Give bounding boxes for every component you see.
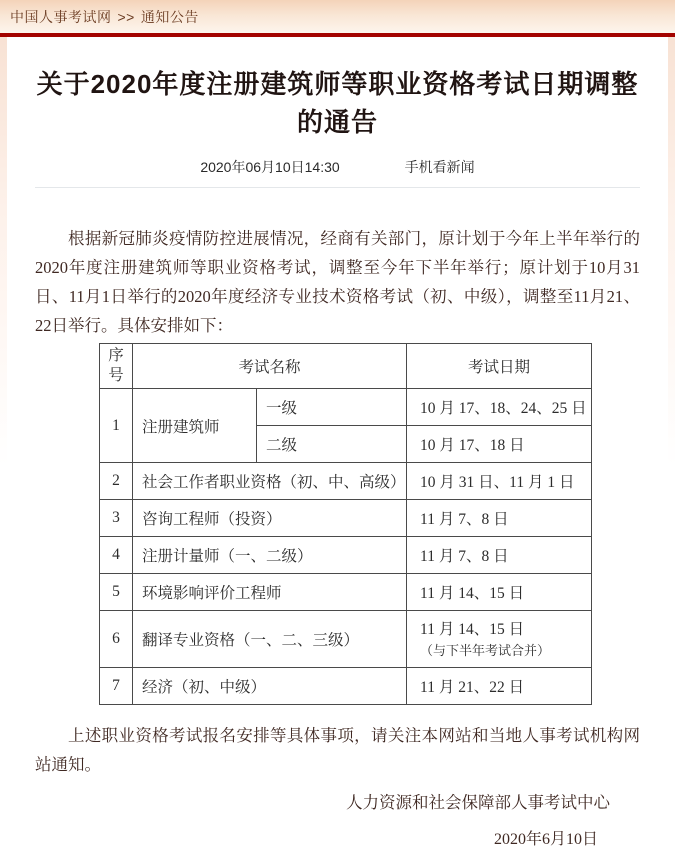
red-divider-line [0, 33, 675, 37]
table-row [100, 537, 592, 574]
breadcrumb [10, 7, 199, 27]
table-header-row [100, 344, 592, 389]
cell-exam-name: 翻译专业资格（一、二、三级） [133, 611, 407, 668]
table-row [100, 463, 592, 500]
cell-date: 11 月 14、15 日 [407, 574, 592, 611]
cell-exam-name: 社会工作者职业资格（初、中、高级） [133, 463, 407, 500]
cell-exam-name: 经济（初、中级） [133, 668, 407, 705]
signature-date: 2020年6月10日 [493, 831, 598, 848]
breadcrumb-separator: >> [117, 8, 135, 25]
table-row [100, 500, 592, 537]
table-row [100, 574, 592, 611]
exam-schedule-table [99, 343, 592, 705]
cell-no: 4 [100, 537, 133, 574]
breadcrumb-site-link[interactable]: 中国人事考试网 [10, 8, 112, 25]
table-row [100, 611, 592, 668]
table-row [100, 389, 592, 426]
cell-exam-name: 注册计量师（一、二级） [133, 537, 407, 574]
page-title: 关于2020年度注册建筑师等职业资格考试日期调整的通告 [36, 69, 639, 137]
cell-date: 11 月 21、22 日 [407, 668, 592, 705]
cell-exam-name: 环境影响评价工程师 [133, 574, 407, 611]
cell-date-main: 11 月 14、15 日 [420, 620, 525, 638]
cell-no: 3 [100, 500, 133, 537]
breadcrumb-section-link[interactable]: 通知公告 [140, 8, 199, 25]
cell-level: 二级 [257, 426, 407, 463]
body-paragraph-1: 根据新冠肺炎疫情防控进展情况，经商有关部门，原计划于今年上半年举行的2020年度注册建筑师等职业资格考试，调整至今年下半年举行；原计划于10月31日、11月1日举行的2020年度经济专业技术资格考试（初、中级），调整至11月21、22日举行。具体安排如下： [35, 229, 640, 335]
cell-date: 11 月 7、8 日 [407, 500, 592, 537]
signature: 人力资源和社会保障部人事考试中心 [346, 793, 610, 812]
header-name: 考试名称 [133, 344, 407, 389]
table-row [100, 668, 592, 705]
cell-no: 6 [100, 611, 133, 668]
cell-date: 11 月 7、8 日 [407, 537, 592, 574]
cell-no: 2 [100, 463, 133, 500]
cell-level: 一级 [257, 389, 407, 426]
cell-no: 1 [100, 389, 133, 463]
cell-no: 7 [100, 668, 133, 705]
publish-datetime: 2020年06月10日14:30 [200, 159, 340, 175]
cell-exam-name: 注册建筑师 [133, 389, 257, 463]
cell-date: 10 月 31 日、11 月 1 日 [407, 463, 592, 500]
header-no: 序号 [100, 344, 133, 389]
cell-no: 5 [100, 574, 133, 611]
mobile-news-link[interactable]: 手机看新闻 [404, 159, 475, 175]
article-page [0, 65, 675, 849]
header-date: 考试日期 [407, 344, 592, 389]
cell-date-note: （与下半年考试合并） [420, 642, 551, 658]
body-paragraph-2: 上述职业资格考试报名安排等具体事项，请关注本网站和当地人事考试机构网站通知。 [35, 726, 640, 774]
article-meta-row [35, 157, 640, 177]
meta-divider [35, 187, 640, 188]
cell-exam-name: 咨询工程师（投资） [133, 500, 407, 537]
cell-date: 10 月 17、18、24、25 日 [407, 389, 592, 426]
cell-date [407, 611, 592, 668]
top-breadcrumb-bar [0, 0, 675, 33]
cell-date: 10 月 17、18 日 [407, 426, 592, 463]
